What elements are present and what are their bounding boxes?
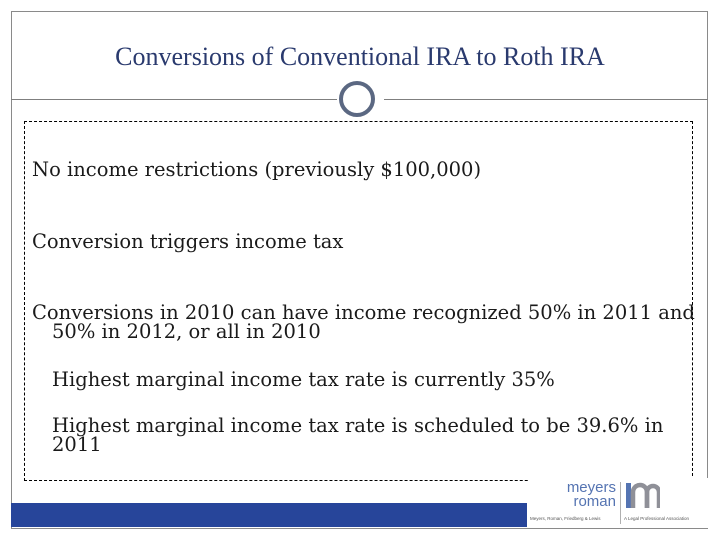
- footer-bar: [11, 503, 527, 527]
- logo-firm-name: Meyers, Roman, Friedberg & Lewis: [530, 516, 601, 521]
- divider-circle-icon: [339, 81, 375, 117]
- sub-bullet-scheduled-rate: Highest marginal income tax rate is scheduled to be 39.6% in 2011: [52, 414, 664, 456]
- title-divider-right: [384, 99, 708, 100]
- firm-logo: [528, 478, 708, 528]
- sub-bullet-current-rate: Highest marginal income tax rate is currently 35%: [52, 368, 555, 391]
- bullet-income-restrictions: No income restrictions (previously $100,000): [32, 158, 482, 181]
- logo-tagline: A Legal Professional Association: [624, 516, 690, 521]
- title-divider-left: [11, 99, 337, 100]
- bullet-conversion-tax: Conversion triggers income tax: [32, 230, 344, 253]
- logo-m-mark-icon: [624, 480, 660, 510]
- bullet-2010-recognition: Conversions in 2010 can have income recognized 50% in 2011 and 50% in 2012, or all in 2010: [32, 301, 695, 343]
- slide-title: Conversions of Conventional IRA to Roth IRA: [115, 42, 605, 71]
- logo-divider: [620, 482, 621, 524]
- logo-word-meyers: meyers: [566, 479, 616, 496]
- logo-word-roman: roman: [573, 493, 616, 510]
